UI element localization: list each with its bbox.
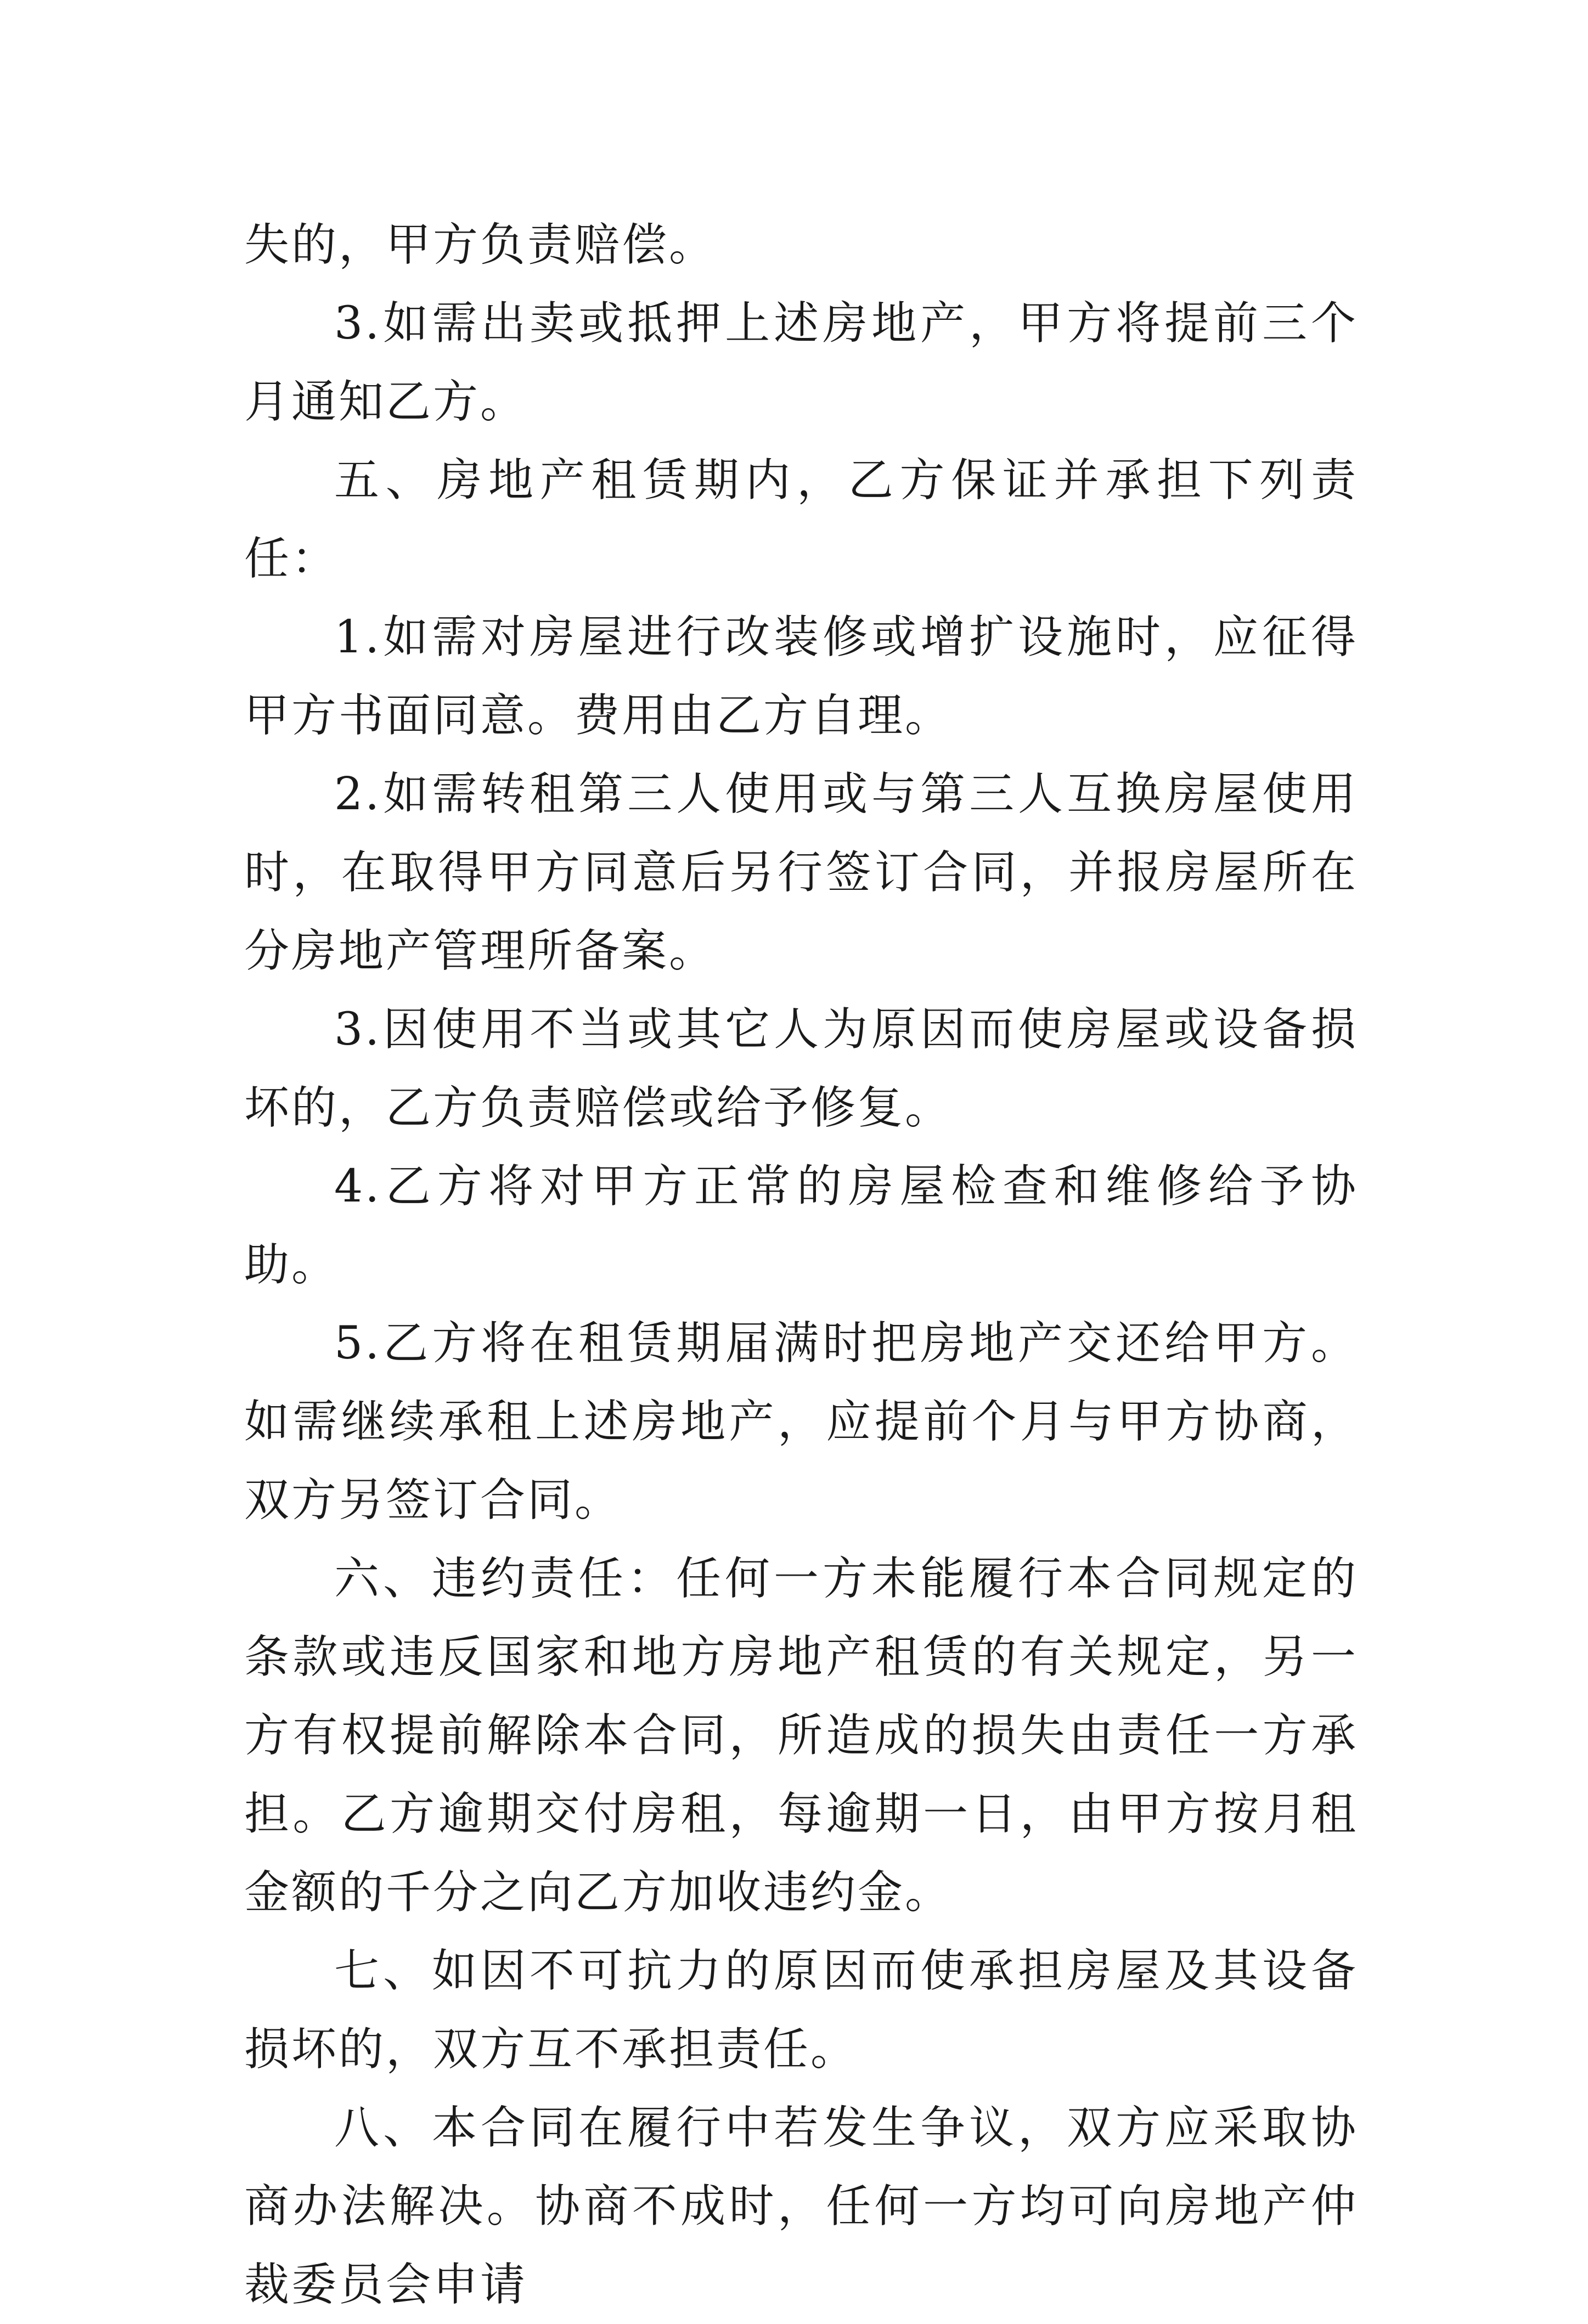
paragraph-clause-5-5: 5.乙方将在租赁期届满时把房地产交还给甲方。如需继续承租上述房地产，应提前个月与甲方协商，双方另签订合同。 (244, 1317, 1358, 1526)
paragraph-clause-5-1: 1.如需对房屋进行改装修或增扩设施时，应征得甲方书面同意。费用由乙方自理。 (244, 611, 1358, 742)
paragraph-clause-5-4: 4.乙方将对甲方正常的房屋检查和维修给予协助。 (244, 1160, 1358, 1291)
paragraph-clause-4-3: 3.如需出卖或抵押上述房地产，甲方将提前三个月通知乙方。 (244, 297, 1358, 428)
paragraph-section-8: 八、本合同在履行中若发生争议，双方应采取协商办法解决。协商不成时，任何一方均可向房地产仲裁委员会申请 (244, 2102, 1358, 2311)
paragraph-section-5-heading: 五、房地产租赁期内，乙方保证并承担下列责任： (244, 454, 1358, 585)
paragraph-clause-5-3: 3.因使用不当或其它人为原因而使房屋或设备损坏的，乙方负责赔偿或给予修复。 (244, 1003, 1358, 1134)
paragraph-clause-5-2: 2.如需转租第三人使用或与第三人互换房屋使用时，在取得甲方同意后另行签订合同，并报房屋所在分房地产管理所备案。 (244, 768, 1358, 977)
paragraph-continuation: 失的，甲方负责赔偿。 (244, 219, 717, 271)
document-body (244, 206, 1358, 2324)
paragraph-section-7: 七、如因不可抗力的原因而使承担房屋及其设备损坏的，双方互不承担责任。 (244, 1945, 1358, 2075)
paragraph-section-6: 六、违约责任：任何一方未能履行本合同规定的条款或违反国家和地方房地产租赁的有关规定，另一方有权提前解除本合同，所造成的损失由责任一方承担。乙方逾期交付房租，每逾期一日，由甲方按月租金额的千分之向乙方加收违约金。 (244, 1553, 1358, 1919)
